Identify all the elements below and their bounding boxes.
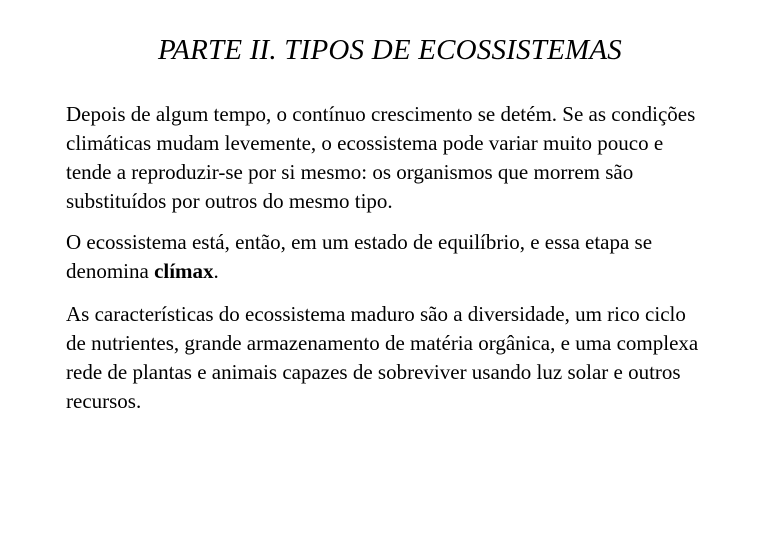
paragraph-2	[66, 228, 706, 286]
paragraph-3: As características do ecossistema maduro são a diversidade, um rico ciclo de nutrientes, grande armazenamento de matéria orgânica, e uma complexa rede de plantas e animais capazes de sobreviver usando luz solar e outros recursos.	[66, 302, 699, 413]
paragraph-1: Depois de algum tempo, o contínuo crescimento se detém. Se as condições climáticas mudam levemente, o ecossistema pode variar muito pouco e tende a reproduzir-se por si mesmo: os organismos que morrem são substituídos por outros do mesmo tipo.	[66, 102, 696, 213]
slide-title: PARTE II. TIPOS DE ECOSSISTEMAS	[158, 34, 622, 66]
paragraph-2-text: O ecossistema está, então, em um estado de equilíbrio, e essa etapa se denomina	[66, 230, 653, 283]
climax-term: clímax	[154, 259, 214, 283]
slide-body	[66, 100, 706, 428]
paragraph-2-end: .	[213, 259, 219, 283]
